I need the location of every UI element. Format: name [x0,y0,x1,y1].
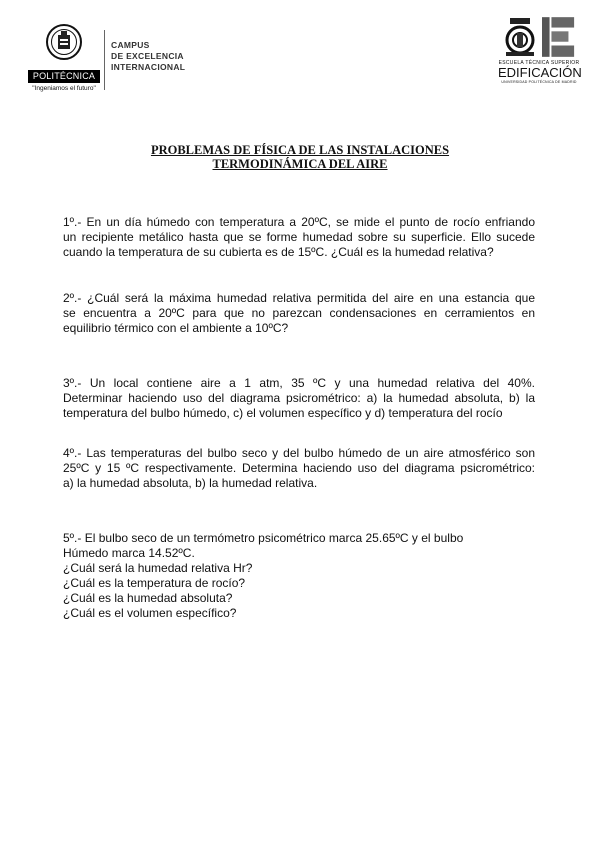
problem-line: a) la humedad absoluta, b) la humedad relativa. [63,476,318,490]
school-type: ESCUELA TÉCNICA SUPERIOR [498,60,580,66]
problem-line: Determinar haciendo uso del diagrama psicrométrico: a) la humedad absoluta, b) la [63,391,535,405]
campus-line: INTERNACIONAL [111,62,186,72]
problem-line: equilibrio térmico con el ambiente a 10ºC? [63,321,289,335]
school-logo [498,16,580,84]
school-name: EDIFICACIÓN [498,65,582,80]
problem-3 [63,376,535,421]
problem-line: 2º.- ¿Cuál será la máxima humedad relativa permitida del aire en una estancia que [63,291,535,305]
problem-line: 4º.- Las temperaturas del bulbo seco y del bulbo húmedo de un aire atmosférico son [63,446,535,460]
problem-line: 1º.- En un día húmedo con temperatura a 20ºC, se mide el punto de rocío enfriando [63,215,535,229]
problem-line: 3º.- Un local contiene aire a 1 atm, 35 ºC y una humedad relativa del 40%. [63,376,535,390]
problem-2 [63,291,535,336]
campus-line: DE EXCELENCIA [111,51,184,61]
problem-line: temperatura del bulbo húmedo, c) el volumen específico y d) temperatura del rocío [63,406,503,420]
problem-line: 5º.- El bulbo seco de un termómetro psicométrico marca 25.65ºC y el bulbo [63,531,464,545]
campus-line: CAMPUS [111,40,150,50]
problem-question: ¿Cuál será la humedad relativa Hr? [63,561,253,575]
document-title: PROBLEMAS DE FÍSICA DE LAS INSTALACIONES [150,143,450,157]
header-divider [104,30,105,90]
school-e-icon [542,16,576,58]
upm-seal-icon [45,22,83,62]
problem-line: 25ºC y 15 ºC respectivamente. Determina haciendo uso del diagrama psicrométrico: [63,461,535,475]
campus-label [111,40,185,73]
problem-question: ¿Cuál es la temperatura de rocío? [63,576,246,590]
problem-line: se encuentra a 20ºC para que no parezcan condensaciones en cerramientos en [63,306,535,320]
university-tagline: "Ingeniamos el futuro" [32,85,96,92]
university-name: POLITÉCNICA [28,70,100,83]
school-university: UNIVERSIDAD POLITÉCNICA DE MADRID [501,80,577,84]
problem-4 [63,446,535,491]
problem-line: Húmedo marca 14.52ºC. [63,546,195,560]
problem-5 [63,531,535,621]
problem-line: cuando la temperatura de su cubierta es de 15ºC. ¿Cuál es la humedad relativa? [63,245,494,259]
school-crest-icon [500,16,540,58]
problem-1 [63,215,535,260]
problem-line: un recipiente metálico hasta que se forme humedad sobre su superficie. Ello sucede [63,230,535,244]
problem-question: ¿Cuál es el volumen específico? [63,606,237,620]
problem-question: ¿Cuál es la humedad absoluta? [63,591,233,605]
document-subtitle: TERMODINÁMICA DEL AIRE [212,157,388,171]
upm-logo [24,22,104,92]
